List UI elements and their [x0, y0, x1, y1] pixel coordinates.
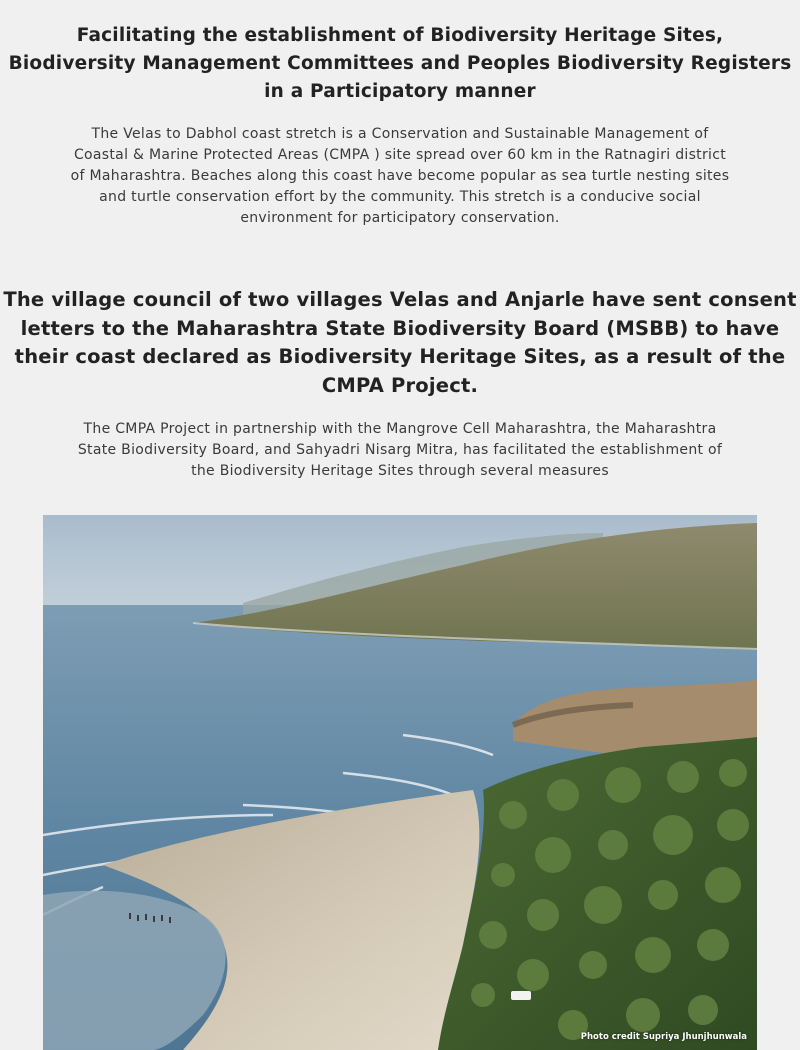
paragraph-line: Coastal & Marine Protected Areas (CMPA ) site spread over 60 km in the Ratnagiri district — [73, 147, 726, 163]
page-title — [0, 22, 800, 106]
title-line: Biodiversity Management Committees and Peoples Biodiversity Registers — [8, 53, 792, 74]
partnership-paragraph — [0, 419, 800, 482]
coast-photo-illustration — [43, 515, 757, 1050]
title-line: Facilitating the establishment of Biodiversity Heritage Sites, — [76, 25, 724, 46]
coast-photo — [43, 515, 757, 1050]
paragraph-line: The CMPA Project in partnership with the Mangrove Cell Maharashtra, the Maharashtra — [83, 421, 717, 437]
paragraph-line: and turtle conservation effort by the community. This stretch is a conducive social — [99, 189, 701, 205]
vehicle — [511, 991, 531, 1000]
paragraph-line: environment for participatory conservation. — [240, 210, 560, 226]
heading-line: letters to the Maharashtra State Biodiversity Board (MSBB) to have — [20, 316, 780, 340]
heading-line: CMPA Project. — [321, 373, 479, 397]
section-heading — [0, 286, 800, 400]
photo-credit: Photo credit Supriya Jhunjhunwala — [580, 1032, 747, 1042]
paragraph-line: The Velas to Dabhol coast stretch is a Conservation and Sustainable Management of — [91, 126, 709, 142]
intro-paragraph — [0, 124, 800, 229]
title-line: in a Participatory manner — [264, 81, 536, 102]
heading-line: The village council of two villages Velas and Anjarle have sent consent — [3, 288, 797, 311]
heading-line: their coast declared as Biodiversity Heritage Sites, as a result of the — [14, 345, 786, 368]
paragraph-line: State Biodiversity Board, and Sahyadri Nisarg Mitra, has facilitated the establishment of — [77, 442, 723, 458]
paragraph-line: of Maharashtra. Beaches along this coast have become popular as sea turtle nesting sites — [70, 168, 730, 184]
paragraph-line: the Biodiversity Heritage Sites through several measures — [191, 463, 609, 479]
